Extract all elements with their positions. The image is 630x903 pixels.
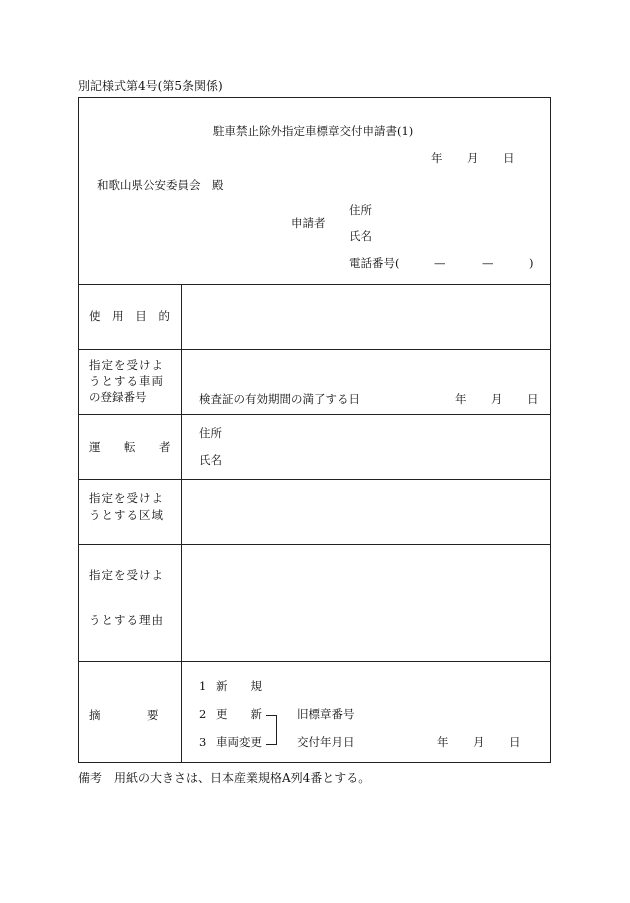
applicant-address: 住所 [349,203,372,217]
purpose-label: 使 用 目 的 [89,309,174,323]
applicant-label: 申請者 [291,216,326,230]
rule-3 [79,414,550,415]
option-2-number: 2 [199,707,207,721]
column-divider [181,284,182,762]
rule-4 [79,479,550,480]
date-day: 日 [503,151,515,165]
vehicle-label-3: の登録番号 [89,390,147,404]
applicant-phone: 電話番号( [349,256,400,270]
driver-label: 運 転 者 [89,440,177,454]
vehicle-label-1: 指定を受けよ [89,358,164,372]
expiry-month: 月 [491,392,503,406]
addressee: 和歌山県公安委員会 殿 [97,178,224,192]
option-2-label: 更 新 [216,707,262,721]
option-3-label: 車両変更 [216,735,262,749]
form-number: 別記様式第4号(第5条関係) [78,79,223,93]
option-1-number: 1 [199,679,207,693]
option-3-number: 3 [199,735,207,749]
issue-date-label: 交付年月日 [297,735,355,749]
summary-label: 摘 要 [89,708,162,722]
phone-close: ) [529,256,534,270]
issue-month: 月 [473,735,485,749]
phone-dash-1: — [434,256,446,270]
option-1-label: 新 規 [216,679,262,693]
driver-name: 氏名 [199,453,222,467]
applicant-name: 氏名 [349,229,372,243]
vehicle-label-2: うとする車両 [89,374,164,388]
remarks-note: 備考 用紙の大きさは、日本産業規格A列4番とする。 [78,771,371,785]
issue-year: 年 [437,735,449,749]
rule-6 [79,661,550,662]
rule-2 [79,349,550,350]
driver-address: 住所 [199,426,222,440]
phone-dash-2: — [482,256,494,270]
application-form [78,97,551,763]
form-title: 駐車禁止除外指定車標章交付申請書(1) [213,124,414,138]
area-label-2: うとする区域 [89,508,164,522]
issue-day: 日 [509,735,521,749]
expiry-label: 検査証の有効期間の満了する日 [199,392,360,406]
date-month: 月 [467,151,479,165]
rule-1 [79,284,550,285]
options-bracket [266,715,277,745]
expiry-day: 日 [527,392,539,406]
expiry-year: 年 [455,392,467,406]
area-label-1: 指定を受けよ [89,491,164,505]
date-year: 年 [431,151,443,165]
reason-label-2: うとする理由 [89,613,164,627]
reason-label-1: 指定を受けよ [89,568,164,582]
rule-5 [79,544,550,545]
old-number-label: 旧標章番号 [297,707,355,721]
